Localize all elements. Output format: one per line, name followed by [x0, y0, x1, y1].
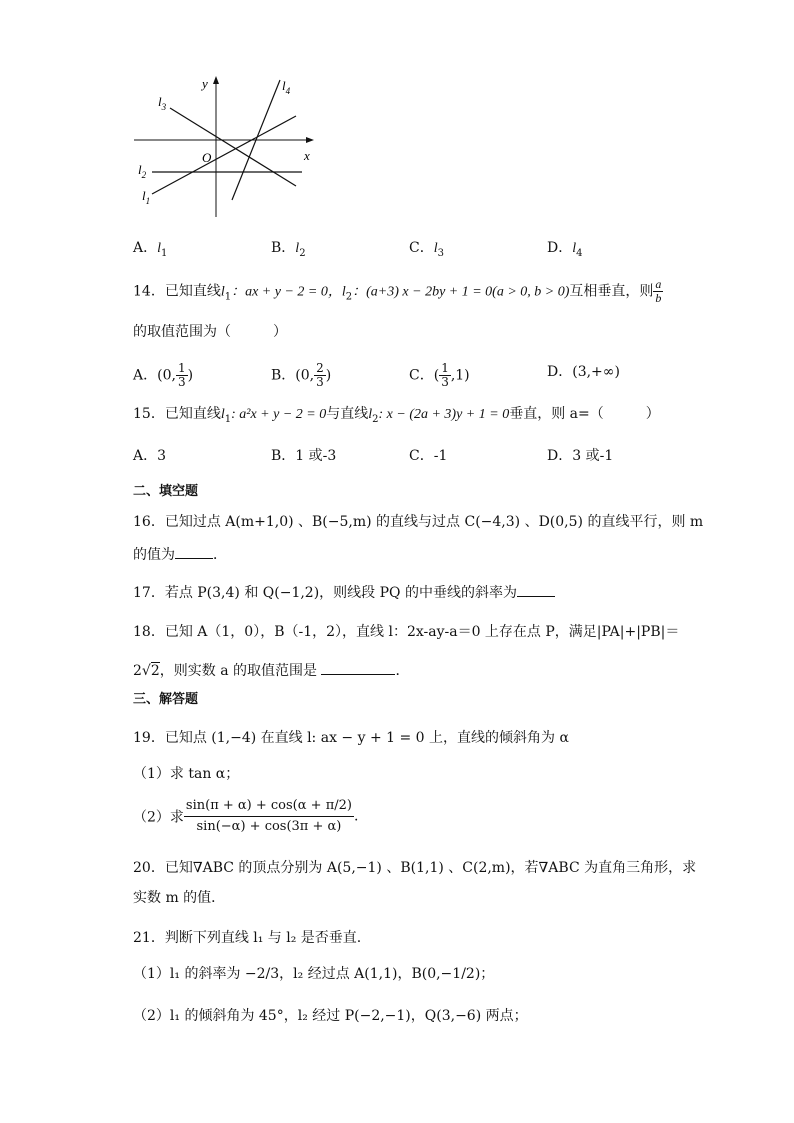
y-axis-arrow [213, 76, 219, 84]
svg-text:l4 [282, 78, 291, 96]
sqrt-symbol: √ [141, 663, 151, 679]
origin-label: O [202, 150, 212, 165]
q16-answer-blank[interactable] [175, 544, 213, 559]
q13-option-c[interactable]: C．$l_3$ [409, 240, 444, 259]
q14-option-c[interactable]: C．( $\frac{1}{3}$ ,1) [409, 361, 470, 389]
q17-answer-blank[interactable] [517, 582, 555, 597]
q16-stem: 16．已知过点 A(m+1,0) 、B(−5,m) 的直线与过点 C(−4,3) 、D(0,5) 的直线平行，则 m [133, 514, 704, 530]
l2-label: l [138, 162, 142, 177]
section-solution-heading: 三、解答题 [133, 692, 199, 707]
l2-sub: 2 [141, 170, 147, 180]
q15-option-d[interactable]: D．3 或-1 [547, 448, 614, 464]
q14-option-a[interactable]: A．(0, $\frac{1}{3}$ ) [133, 361, 194, 389]
q19-stem: 19．已知点 (1,−4) 在直线 l: ax − y + 1 = 0 上，直线的倾斜角为 α [133, 730, 569, 746]
l3-sub: 3 [161, 102, 167, 112]
q21-part2: （2）l₁ 的倾斜角为 45°，l₂ 经过 P(−2,−1)，Q(3,−6) 两点； [133, 1008, 528, 1024]
l4-sub: 4 [285, 86, 291, 96]
x-axis-arrow [306, 137, 314, 143]
y-axis-label: y [202, 76, 208, 91]
l1-label: l [142, 188, 146, 203]
q14-stem: 14．已知直线$l_1$：ax + y − 2 = 0，$l_2$：(a+3) x − 2by + 1 = 0(a > 0, b > 0)互相垂直，则 $\frac{a}{b}$ [133, 277, 662, 305]
q15-option-c[interactable]: C．-1 [409, 448, 448, 464]
q20-stem: 20．已知∇ABC 的顶点分别为 A(5,−1) 、B(1,1) 、C(2,m)，若∇ABC 为直角三角形，求 [133, 860, 697, 876]
l4-label: l [282, 78, 286, 93]
line-l1 [152, 116, 296, 194]
svg-text:l1 [142, 188, 150, 206]
lines-figure [130, 72, 330, 222]
q14-option-b[interactable]: B．(0, $\frac{2}{3}$ ) [271, 361, 332, 389]
q20-stem-line2: 实数 m 的值． [133, 890, 226, 906]
q15-stem: 15．已知直线$l_1$: a²x + y − 2 = 0与直线$l_2$: x − (2a + 3)y + 1 = 0垂直，则 a=（ ） [133, 406, 660, 425]
l3-label: l [158, 94, 162, 109]
x-axis-label: x [304, 148, 310, 163]
q21-part1: （1）l₁ 的斜率为 −2/3，l₂ 经过点 A(1,1)，B(0,−1/2)； [133, 966, 495, 982]
q18-answer-blank[interactable] [321, 660, 395, 675]
q17-stem: 17．若点 P(3,4) 和 Q(−1,2)，则线段 PQ 的中垂线的斜率为 [133, 582, 555, 603]
q21-stem: 21．判断下列直线 l₁ 与 l₂ 是否垂直. [133, 930, 362, 946]
q14-fraction: $\frac{a}{b}$ [655, 277, 662, 305]
q14-stem-line2: 的取值范围为（ ） [133, 324, 287, 340]
q15-option-b[interactable]: B．1 或-3 [271, 448, 337, 464]
l1-sub: 1 [145, 196, 151, 206]
q14-option-d[interactable]: D．(3,+∞) [547, 364, 620, 380]
q19-part2: （2）求 $\frac{\sin(\pi + \alpha) + \cos(\alpha + \pi/2)}{\sin(-\alpha) + \cos(3\pi + \alpha)}$ . [133, 798, 359, 834]
q19-part1: （1）求 tan α； [133, 766, 240, 782]
q15-option-a[interactable]: A．3 [133, 448, 167, 464]
q13-option-a[interactable]: A．$l_1$ [133, 240, 168, 259]
q13-option-d[interactable]: D．$l_4$ [547, 240, 583, 259]
q18-stem-line2: 2√2，则实数 a 的取值范围是 ． [133, 660, 409, 681]
q13-option-b[interactable]: B．$l_2$ [271, 240, 306, 259]
q18-stem: 18．已知 A（1，0），B（-1，2），直线 l：2x-ay-a＝0 上存在点 P，满足|PA|+|PB|＝ [133, 624, 680, 640]
svg-text:l3 [158, 94, 167, 112]
section-fill-in-heading: 二、填空题 [133, 484, 199, 499]
svg-text:l2 [138, 162, 147, 180]
q16-stem-line2: 的值为 ． [133, 544, 227, 565]
